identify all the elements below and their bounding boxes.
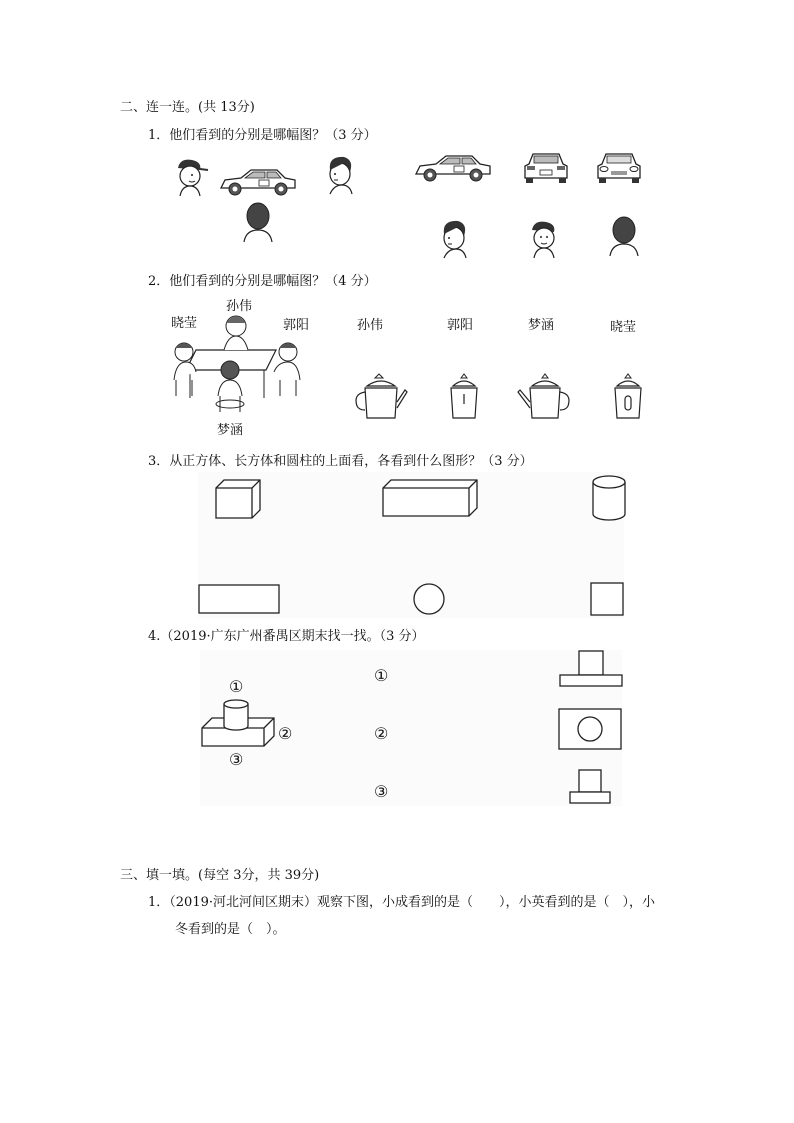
view-label-3: ③ <box>229 750 244 769</box>
question-3-text: 3．从正方体、长方体和圆柱的上面看，各看到什么图形？（3 分） <box>148 454 533 469</box>
circle-icon <box>413 583 445 615</box>
top-view-icon <box>558 708 622 750</box>
option-label-2: ② <box>374 724 389 743</box>
scene-name-menghan: 梦涵 <box>217 423 244 438</box>
rectangle-icon <box>198 584 280 614</box>
question-2-text: 2．他们看到的分别是哪幅图？（4 分） <box>148 274 377 289</box>
option-name-guoyang: 郭阳 <box>447 318 474 333</box>
cube-icon <box>214 478 262 520</box>
teapot-front-icon <box>447 374 481 424</box>
scene-name-xiaoying: 晓莹 <box>171 316 198 331</box>
teapot-back-icon <box>611 374 645 424</box>
boy-back-icon-option <box>606 214 642 256</box>
question-1-text: 1．他们看到的分别是哪幅图？（3 分） <box>148 128 377 143</box>
section-3-question-1-line-1: 1．（2019·河北河间区期末）观察下图，小成看到的是（ ），小英看到的是（ ），小 <box>148 895 655 910</box>
boy-side-icon-option <box>436 218 472 258</box>
scene-name-sunwei: 孙伟 <box>226 299 253 314</box>
cylinder-icon <box>591 474 627 522</box>
question-4-text: 4.（2019·广东广州番禺区期末找一找。（3 分） <box>148 629 425 644</box>
race-car-side-icon <box>219 166 297 198</box>
view-label-1: ① <box>229 677 244 696</box>
side-view-icon <box>569 769 611 805</box>
option-name-menghan: 梦涵 <box>528 318 555 333</box>
race-car-side-icon-option <box>413 152 493 184</box>
square-icon <box>590 582 624 616</box>
boy-side-icon <box>322 154 358 194</box>
option-name-sunwei: 孙伟 <box>357 318 384 333</box>
teapot-two-sides-icon <box>516 374 574 424</box>
girl-cap-icon <box>172 156 208 196</box>
cuboid-icon <box>381 478 479 518</box>
option-label-3: ③ <box>374 782 389 801</box>
view-label-2: ② <box>278 724 293 743</box>
scene-name-guoyang: 郭阳 <box>283 318 310 333</box>
option-label-1: ① <box>374 666 389 685</box>
girl-cap-icon-option <box>526 218 562 258</box>
section-3-question-1-line-2: 冬看到的是（ ）。 <box>175 922 286 937</box>
car-front-icon <box>596 152 642 184</box>
option-name-xiaoying: 晓莹 <box>610 320 637 335</box>
section-3-title: 三、填一填。(每空 3分，共 39分) <box>120 868 320 883</box>
teapot-spout-right-icon <box>353 374 409 424</box>
boy-back-icon <box>240 200 276 242</box>
box-with-cylinder-icon <box>200 696 276 752</box>
section-2-title: 二、连一连。(共 13分) <box>120 100 255 115</box>
car-rear-icon <box>523 152 569 184</box>
table-scene-illustration <box>166 308 306 418</box>
front-view-icon <box>559 650 623 688</box>
